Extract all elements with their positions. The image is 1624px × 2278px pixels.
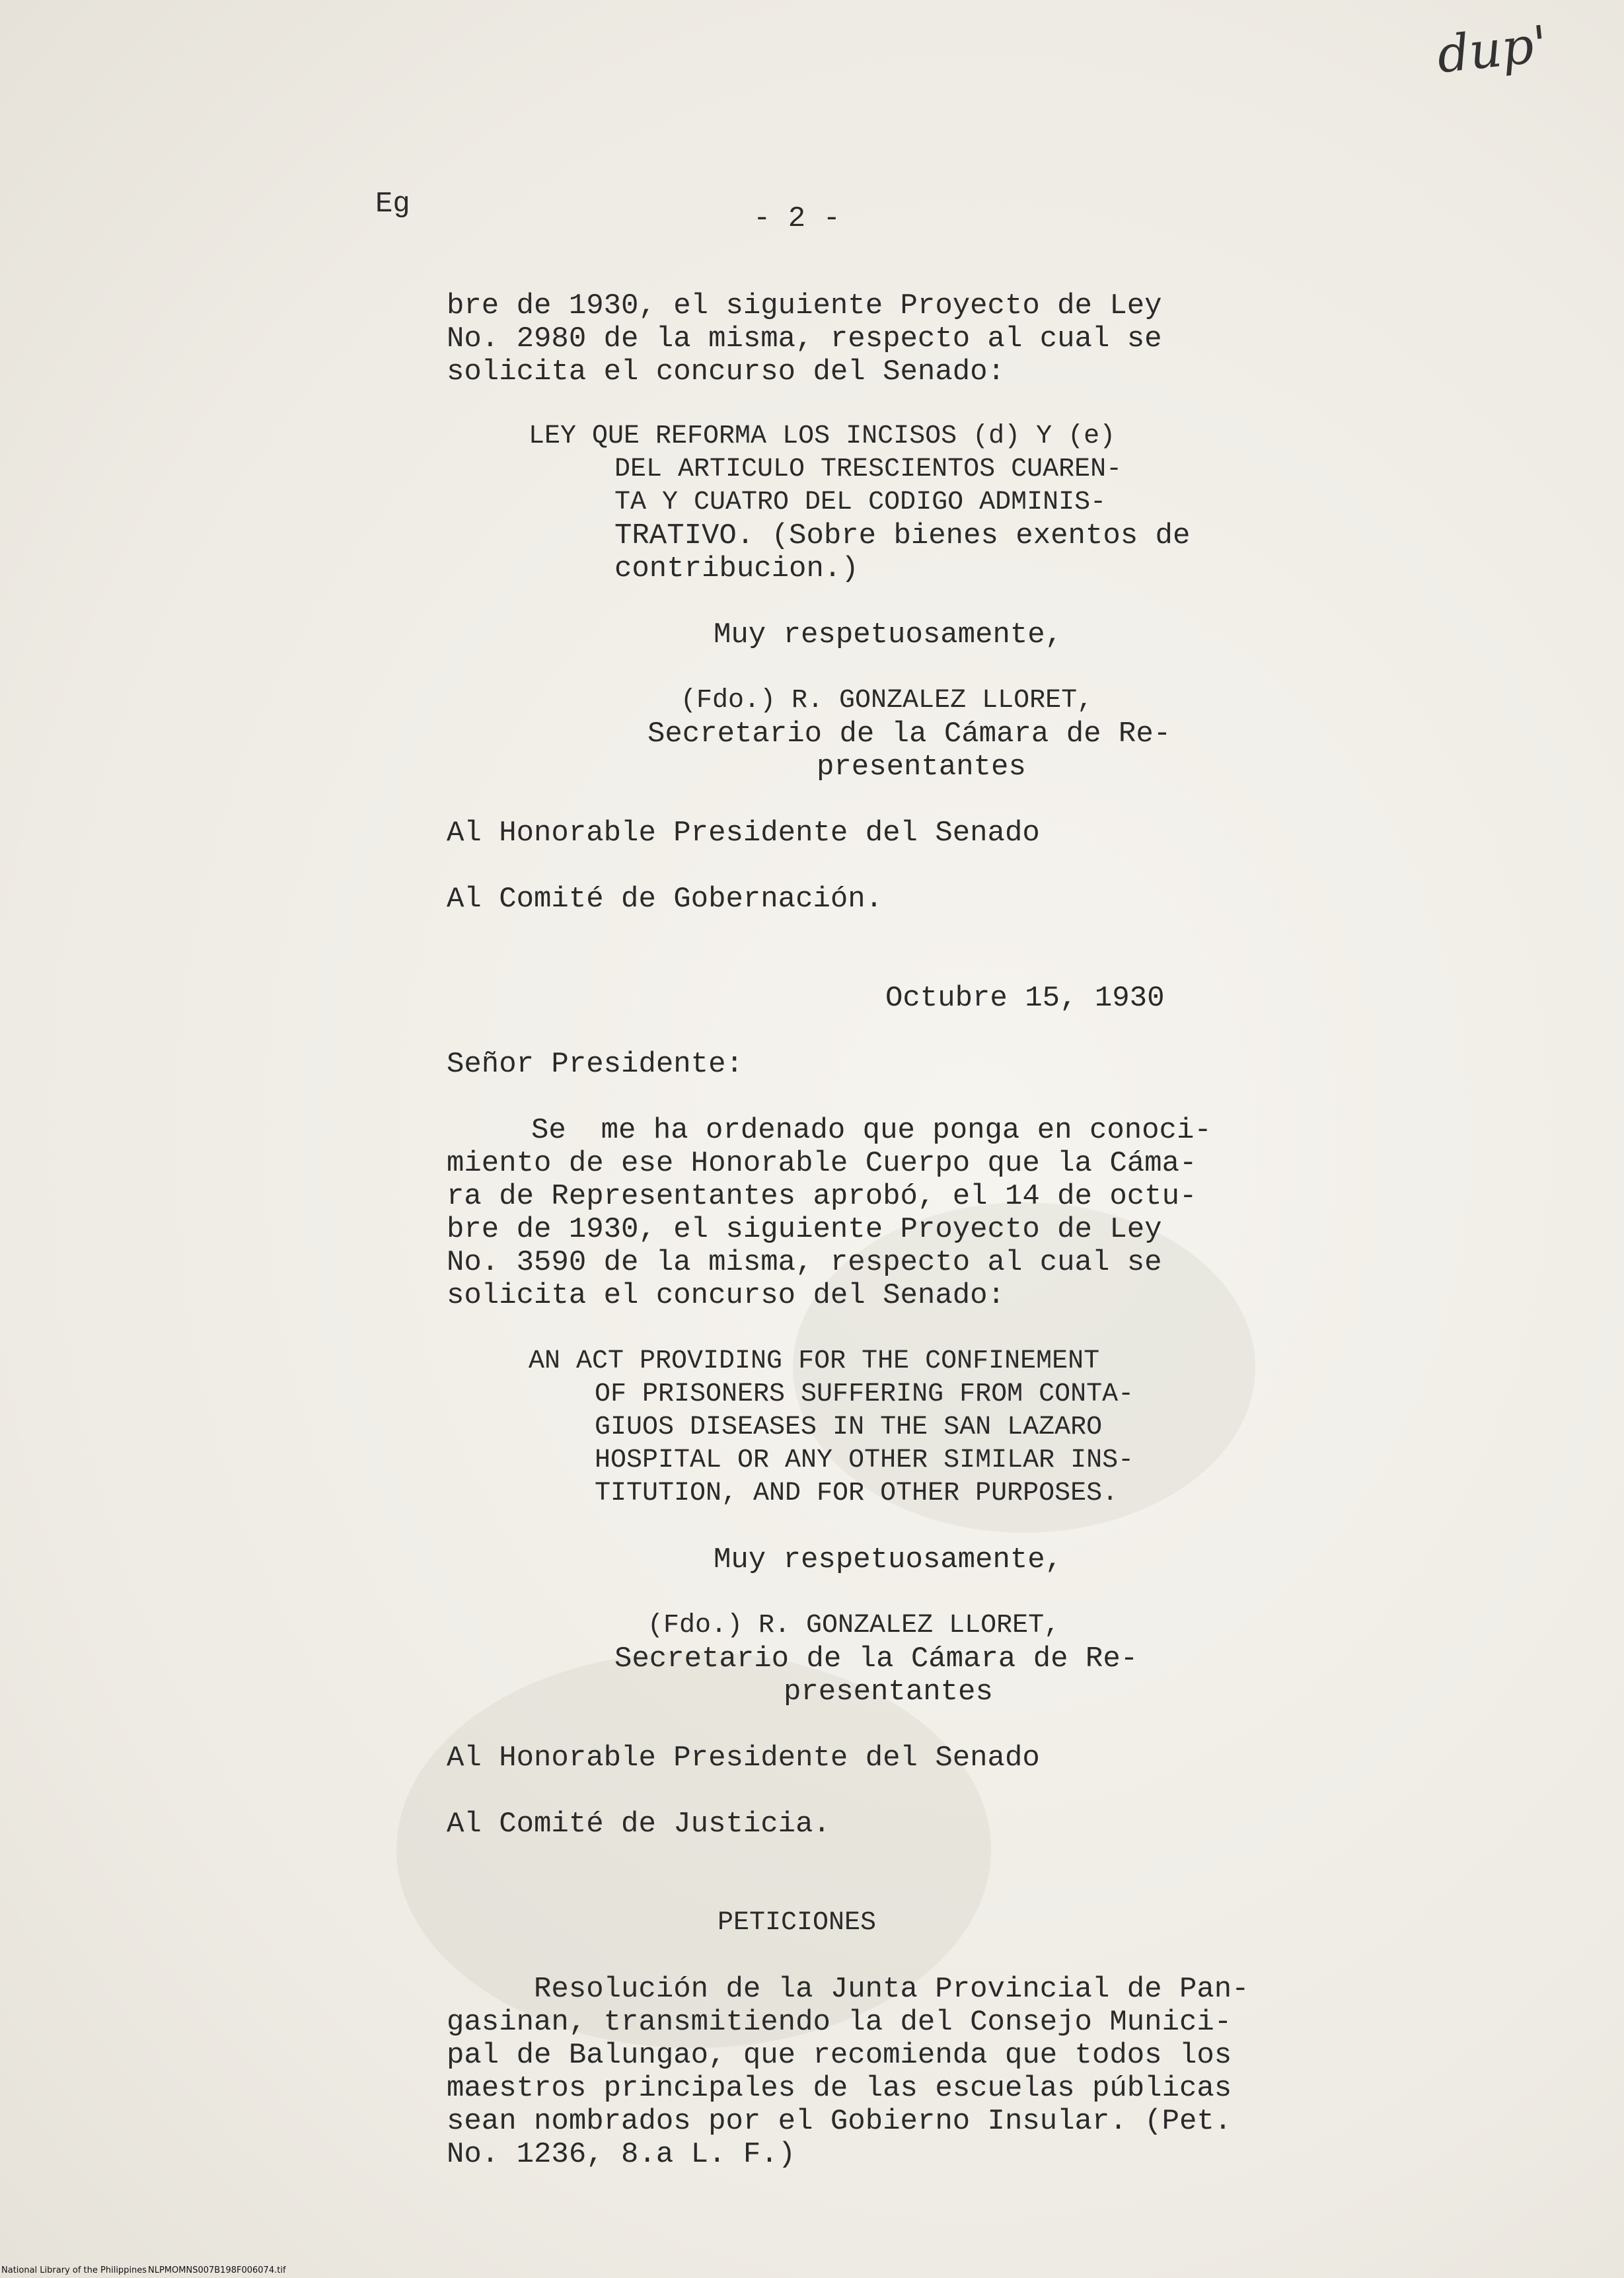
page-number: - 2 - bbox=[753, 202, 841, 235]
signature: (Fdo.) R. GONZALEZ LLORET, bbox=[647, 1611, 1060, 1640]
petition-line: gasinan, transmitiendo la del Consejo Munici- bbox=[447, 2006, 1232, 2039]
section-heading: PETICIONES bbox=[718, 1908, 877, 1938]
addressee: Al Honorable Presidente del Senado bbox=[447, 817, 1040, 850]
body-line: ra de Representantes aprobó, el 14 de octu- bbox=[447, 1180, 1197, 1213]
signer-title: presentantes bbox=[784, 1675, 993, 1709]
scan-filename: NLPMOMNS007B198F006074.tif bbox=[148, 2265, 286, 2275]
petition-line: Resolución de la Junta Provincial de Pan- bbox=[534, 1973, 1249, 2006]
typist-initials: Eg bbox=[375, 188, 410, 221]
signer-title: Secretario de la Cámara de Re- bbox=[614, 1642, 1138, 1675]
signature: (Fdo.) R. GONZALEZ LLORET, bbox=[681, 686, 1093, 716]
bill-title-line: contribucion.) bbox=[614, 552, 859, 585]
letter-date: Octubre 15, 1930 bbox=[885, 982, 1165, 1015]
body-line: solicita el concurso del Senado: bbox=[447, 1279, 1005, 1312]
bill-title-line: DEL ARTICULO TRESCIENTOS CUAREN- bbox=[614, 455, 1123, 484]
scan-footer bbox=[0, 2261, 1624, 2278]
committee: Al Comité de Justicia. bbox=[447, 1808, 830, 1841]
closing: Muy respetuosamente, bbox=[714, 618, 1063, 651]
petition-line: pal de Balungao, que recomienda que todos los bbox=[447, 2039, 1232, 2072]
bill-title-line: GIUOS DISEASES IN THE SAN LAZARO bbox=[595, 1413, 1103, 1442]
body-line: miento de ese Honorable Cuerpo que la Cáma- bbox=[447, 1147, 1197, 1180]
body-line: Se me ha ordenado que ponga en conoci- bbox=[531, 1114, 1212, 1147]
bill-title-line: TITUTION, AND FOR OTHER PURPOSES. bbox=[595, 1479, 1119, 1508]
bill-title-line: TA Y CUATRO DEL CODIGO ADMINIS- bbox=[614, 488, 1107, 517]
handwritten-annotation: dup' bbox=[1434, 14, 1551, 85]
bill-title-line: OF PRISONERS SUFFERING FROM CONTA- bbox=[595, 1379, 1134, 1409]
body-line: bre de 1930, el siguiente Proyecto de Ley bbox=[447, 1213, 1162, 1246]
petition-line: sean nombrados por el Gobierno Insular. (Pet. bbox=[447, 2105, 1232, 2138]
bill-title-line: HOSPITAL OR ANY OTHER SIMILAR INS- bbox=[595, 1446, 1134, 1475]
committee: Al Comité de Gobernación. bbox=[447, 883, 883, 916]
petition-line: maestros principales de las escuelas públicas bbox=[447, 2072, 1232, 2105]
bill-title-line: TRATIVO. (Sobre bienes exentos de bbox=[614, 519, 1191, 552]
body-line: bre de 1930, el siguiente Proyecto de Ley bbox=[447, 289, 1162, 322]
signer-title: presentantes bbox=[817, 751, 1026, 784]
body-line: No. 2980 de la misma, respecto al cual se bbox=[447, 322, 1162, 355]
body-line: solicita el concurso del Senado: bbox=[447, 355, 1005, 388]
signer-title: Secretario de la Cámara de Re- bbox=[647, 717, 1171, 751]
salutation: Señor Presidente: bbox=[447, 1048, 743, 1081]
bill-title-line: AN ACT PROVIDING FOR THE CONFINEMENT bbox=[529, 1346, 1100, 1376]
body-line: No. 3590 de la misma, respecto al cual se bbox=[447, 1246, 1162, 1279]
petition-line: No. 1236, 8.a L. F.) bbox=[447, 2138, 796, 2171]
bill-title-line: LEY QUE REFORMA LOS INCISOS (d) Y (e) bbox=[529, 422, 1116, 451]
addressee: Al Honorable Presidente del Senado bbox=[447, 1742, 1040, 1775]
library-credit: National Library of the Philippines bbox=[1, 2265, 147, 2275]
closing: Muy respetuosamente, bbox=[714, 1543, 1063, 1576]
